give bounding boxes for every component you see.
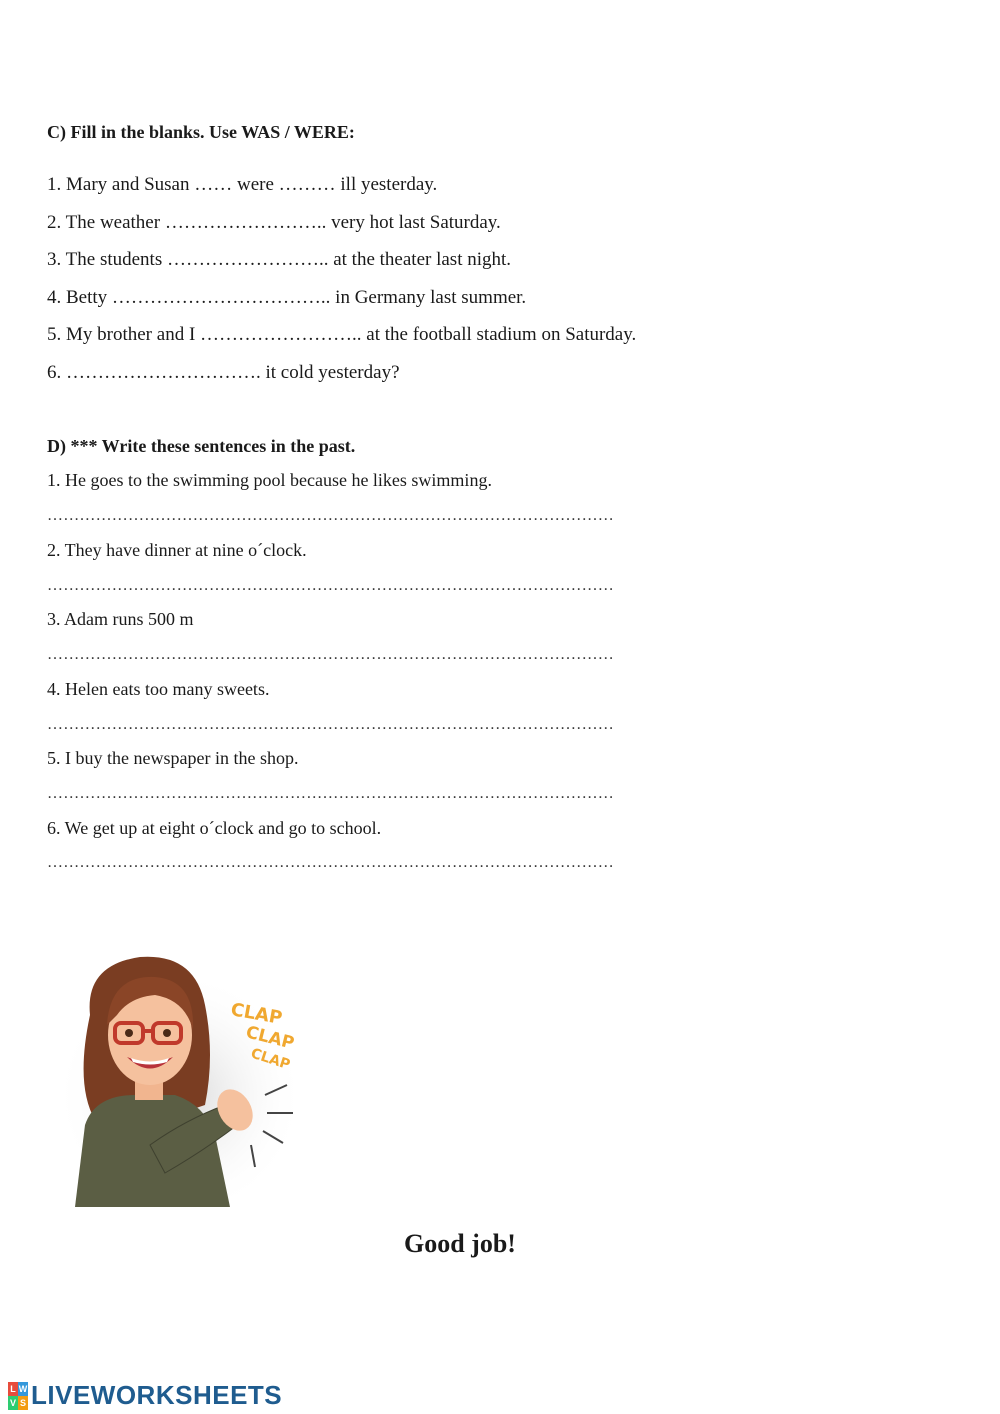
fill-blank-item-3[interactable]: 3. The students …………………….. at the theater last night. — [47, 249, 512, 270]
logo-icon-letter-2: W — [18, 1383, 28, 1394]
past-sentence-answer-4[interactable]: …………………………………………………………………………………………… — [47, 716, 614, 733]
good-job-message: Good job! — [404, 1229, 516, 1258]
past-sentence-prompt-4: 4. Helen eats too many sweets. — [47, 679, 270, 699]
past-sentence-answer-2[interactable]: …………………………………………………………………………………………… — [47, 577, 614, 594]
past-sentence-prompt-3: 3. Adam runs 500 m — [47, 609, 194, 629]
past-sentence-prompt-1: 1. He goes to the swimming pool because he likes swimming. — [47, 470, 492, 490]
past-sentence-answer-3[interactable]: …………………………………………………………………………………………… — [47, 646, 614, 663]
fill-blank-item-1[interactable]: 1. Mary and Susan …… were ……… ill yesterday. — [47, 174, 438, 195]
left-eye — [125, 1029, 133, 1037]
section-d-heading: D) *** Write these sentences in the past. — [47, 436, 356, 456]
fill-blank-item-2[interactable]: 2. The weather …………………….. very hot last Saturday. — [47, 212, 501, 233]
past-sentence-prompt-6: 6. We get up at eight o´clock and go to school. — [47, 818, 382, 838]
fill-blank-item-4[interactable]: 4. Betty …………………………….. in Germany last summer. — [47, 287, 527, 308]
clapping-teacher-illustration — [55, 945, 315, 1215]
logo-icon-letter-1: L — [8, 1382, 18, 1396]
liveworksheets-logo-text: LIVEWORKSHEETS — [31, 1380, 283, 1410]
past-sentence-answer-5[interactable]: …………………………………………………………………………………………… — [47, 785, 614, 802]
liveworksheets-logo — [8, 1380, 282, 1411]
section-c-heading: C) Fill in the blanks. Use WAS / WERE: — [47, 122, 355, 142]
past-sentence-answer-1[interactable]: …………………………………………………………………………………………… — [47, 507, 614, 524]
clap-word-2: CLAP — [243, 1022, 297, 1054]
liveworksheets-logo-icon — [8, 1382, 28, 1410]
logo-icon-letter-4: S — [19, 1397, 26, 1408]
clap-word-3: CLAP — [248, 1045, 293, 1074]
logo-icon-letter-3: V — [9, 1397, 16, 1408]
fill-blank-item-5[interactable]: 5. My brother and I …………………….. at the football stadium on Saturday. — [47, 324, 637, 345]
clap-word-1: CLAP — [229, 999, 284, 1029]
past-sentence-prompt-5: 5. I buy the newspaper in the shop. — [47, 748, 299, 768]
fill-blank-item-6[interactable]: 6. …………………………. it cold yesterday? — [47, 362, 400, 383]
past-sentence-answer-6[interactable]: …………………………………………………………………………………………… — [47, 854, 614, 871]
right-eye — [163, 1029, 171, 1037]
past-sentence-prompt-2: 2. They have dinner at nine o´clock. — [47, 540, 307, 560]
